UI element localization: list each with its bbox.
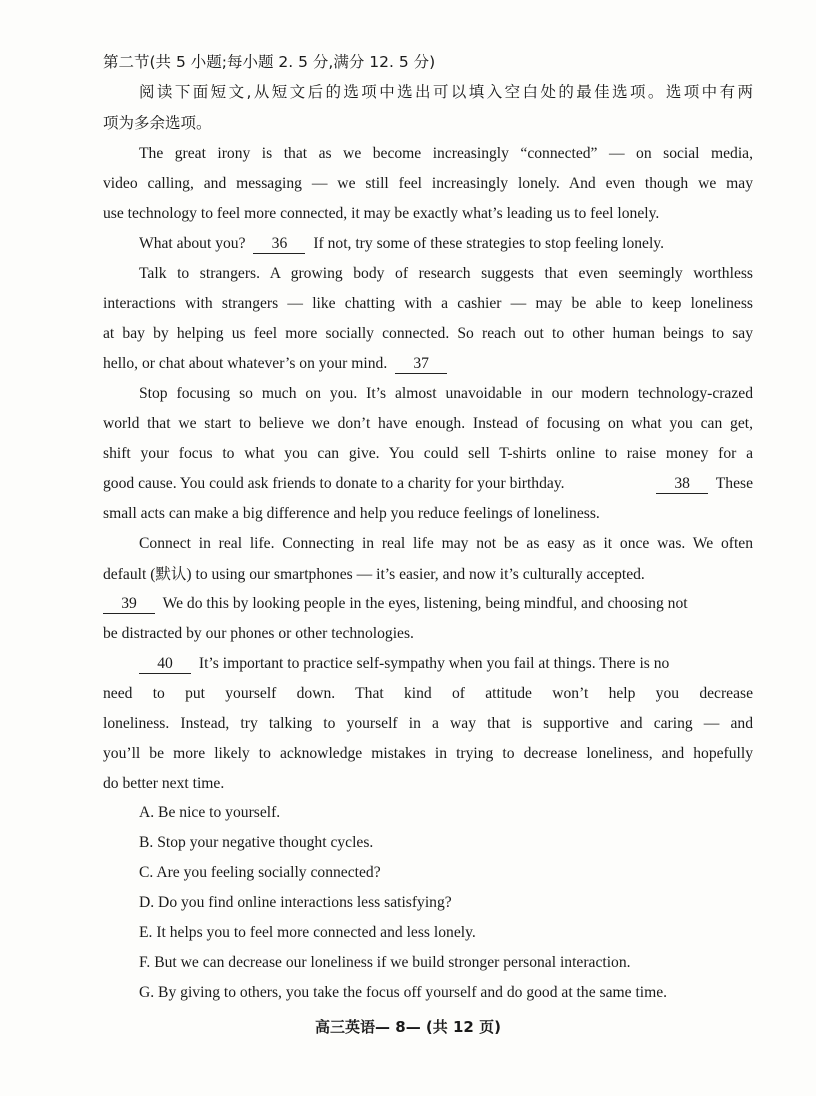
- option-b: B. Stop your negative thought cycles.: [139, 834, 374, 851]
- instructions-line-2: 项为多余选项。: [103, 114, 212, 132]
- p5-cjk-word: 默认: [155, 565, 187, 583]
- p1-line-1: The great irony is that as we become increasingly “connected” — on social media,: [139, 145, 753, 162]
- p5-line-4: be distracted by our phones or other technologies.: [103, 625, 414, 642]
- p6-line-1: [139, 654, 753, 674]
- p1-line-2: video calling, and messaging — we still feel increasingly lonely. And even though we may: [103, 175, 753, 192]
- p3-line-2: interactions with strangers — like chatting with a cashier — may be able to keep loneliness: [103, 295, 753, 312]
- p6-line-5: do better next time.: [103, 775, 225, 792]
- p1-line-3: use technology to feel more connected, it may be exactly what’s leading us to feel lonely.: [103, 205, 660, 222]
- option-c: C. Are you feeling socially connected?: [139, 864, 381, 881]
- p5-line-2: [103, 564, 753, 585]
- p6-text-after: It’s important to practice self-sympathy when you fail at things. There is no: [198, 655, 670, 672]
- p3-text-before: hello, or chat about whatever’s on your mind.: [103, 355, 388, 372]
- p6-line-4: you’ll be more likely to acknowledge mistakes in trying to decrease loneliness, and hopefully: [103, 745, 753, 762]
- p4-text-after: These: [715, 475, 753, 492]
- p5-text-after: We do this by looking people in the eyes, listening, being mindful, and choosing not: [162, 595, 688, 612]
- p3-line-1: Talk to strangers. A growing body of research suggests that even seemingly worthless: [139, 265, 753, 282]
- p6-line-3: loneliness. Instead, try talking to yourself in a way that is supportive and caring — and: [103, 715, 753, 732]
- page-footer: 高三英语— 8— (共 12 页): [315, 1018, 501, 1036]
- p5-line-3: [103, 594, 753, 614]
- section-header: 第二节(共 5 小题;每小题 2. 5 分,满分 12. 5 分): [103, 53, 436, 71]
- p5-line-1: Connect in real life. Connecting in real life may not be as easy as it once was. We often: [139, 535, 753, 552]
- p4-line-1: Stop focusing so much on you. It’s almost unavoidable in our modern technology-crazed: [139, 385, 753, 402]
- option-e: E. It helps you to feel more connected and less lonely.: [139, 924, 476, 941]
- p2-line: [139, 234, 753, 254]
- blank-37: 37: [395, 355, 447, 374]
- p4-line-4: [103, 474, 753, 494]
- blank-40: 40: [139, 655, 191, 674]
- option-a: A. Be nice to yourself.: [139, 804, 281, 821]
- blank-38: 38: [656, 475, 708, 494]
- p4-line-5: small acts can make a big difference and help you reduce feelings of loneliness.: [103, 505, 600, 522]
- p3-line-4: [103, 354, 753, 374]
- p4-text-before: good cause. You could ask friends to donate to a charity for your birthday.: [103, 475, 565, 492]
- p2-text-before: What about you?: [139, 235, 246, 252]
- p4-line-3: shift your focus to what you can give. You could sell T-shirts online to raise money for a: [103, 445, 753, 462]
- blank-39: 39: [103, 595, 155, 614]
- blank-36: 36: [253, 235, 305, 254]
- p4-line-2: world that we start to believe we don’t have enough. Instead of focusing on what you can get,: [103, 415, 753, 432]
- option-f: F. But we can decrease our loneliness if we build stronger personal interaction.: [139, 954, 631, 971]
- p6-line-2: need to put yourself down. That kind of attitude won’t help you decrease: [103, 685, 753, 702]
- p5-text-b: ) to using our smartphones — it’s easier, and now it’s culturally accepted.: [186, 566, 645, 583]
- instructions-line-1: 阅读下面短文,从短文后的选项中选出可以填入空白处的最佳选项。选项中有两: [139, 83, 753, 101]
- p5-text-a: default (: [103, 566, 156, 583]
- option-d: D. Do you find online interactions less satisfying?: [139, 894, 452, 911]
- option-g: G. By giving to others, you take the focus off yourself and do good at the same time.: [139, 984, 668, 1001]
- p2-text-after: If not, try some of these strategies to stop feeling lonely.: [313, 235, 664, 252]
- p3-line-3: at bay by helping us feel more socially connected. So reach out to other human beings to say: [103, 325, 753, 342]
